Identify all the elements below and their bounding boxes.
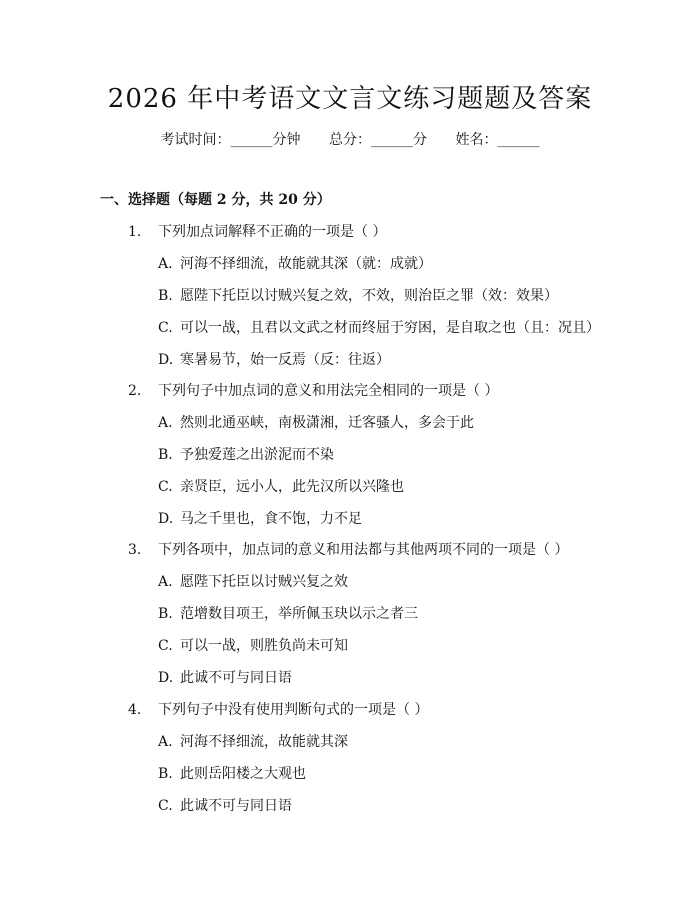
option-text: 予独爱莲之出淤泥而不染 (180, 447, 334, 463)
option-letter: A. (158, 415, 173, 431)
option-text: 可以一战，则胜负尚未可知 (180, 638, 348, 654)
option-letter: A. (158, 734, 173, 750)
option-3d (158, 668, 292, 688)
option-1d (158, 350, 390, 370)
question-text: 下列句子中没有使用判断句式的一项是（ ） (158, 702, 429, 718)
option-text: 范增数目项王，举所佩玉玦以示之者三 (180, 606, 418, 622)
option-letter: D. (158, 352, 174, 368)
option-letter: B. (158, 766, 173, 782)
question-number: 3. (128, 542, 142, 558)
option-text: 马之千里也，食不饱，力不足 (180, 511, 362, 527)
option-text: 亲贤臣，远小人，此先汉所以兴隆也 (180, 479, 404, 495)
question-number: 1. (128, 224, 142, 240)
exam-info (0, 130, 700, 150)
option-text: 河海不择细流，故能就其深（就：成就） (180, 256, 432, 272)
option-letter: A. (158, 256, 173, 272)
question-text: 下列句子中加点词的意义和用法完全相同的一项是（ ） (158, 383, 499, 399)
option-text: 此诚不可与同日语 (180, 798, 292, 814)
option-3a (158, 572, 348, 592)
option-2d (158, 509, 362, 529)
option-letter: B. (158, 606, 173, 622)
option-4a (158, 732, 348, 752)
option-letter: C. (158, 638, 173, 654)
option-text: 可以一战，且君以文武之材而终屈于穷困，是自取之也（且：况且） (180, 320, 600, 336)
option-4c (158, 796, 292, 816)
option-text: 河海不择细流，故能就其深 (180, 734, 348, 750)
option-2c (158, 477, 404, 497)
name-field: 姓名：______ (455, 132, 540, 148)
total-score-field: 总分：______分 (329, 132, 427, 148)
question-2 (128, 381, 498, 401)
option-letter: A. (158, 574, 173, 590)
exam-time-field: 考试时间：______分钟 (160, 132, 301, 148)
option-2b (158, 445, 334, 465)
page-title: 2026 年中考语文文言文练习题题及答案 (107, 84, 593, 114)
option-2a (158, 413, 474, 433)
option-3b (158, 604, 418, 624)
option-text: 愿陛下托臣以讨贼兴复之效 (180, 574, 348, 590)
option-letter: C. (158, 798, 173, 814)
question-4 (128, 700, 428, 720)
question-1 (128, 222, 386, 242)
section-heading: 一、选择题（每题 2 分，共 20 分） (100, 192, 331, 208)
question-text: 下列各项中，加点词的意义和用法都与其他两项不同的一项是（ ） (158, 542, 569, 558)
option-letter: B. (158, 288, 173, 304)
option-text: 此则岳阳楼之大观也 (180, 766, 306, 782)
option-letter: D. (158, 670, 174, 686)
option-text: 此诚不可与同日语 (180, 670, 292, 686)
option-1a (158, 254, 432, 274)
option-letter: D. (158, 511, 174, 527)
option-4b (158, 764, 306, 784)
question-text: 下列加点词解释不正确的一项是（ ） (158, 224, 387, 240)
question-number: 2. (128, 383, 142, 399)
option-text: 然则北通巫峡，南极潇湘，迁客骚人，多会于此 (180, 415, 474, 431)
option-1b (158, 286, 558, 306)
question-3 (128, 540, 568, 560)
option-text: 寒暑易节，始一反焉（反：往返） (180, 352, 390, 368)
option-letter: C. (158, 320, 173, 336)
option-1c (158, 318, 600, 338)
option-text: 愿陛下托臣以讨贼兴复之效，不效，则治臣之罪（效：效果） (180, 288, 558, 304)
question-number: 4. (128, 702, 142, 718)
option-letter: C. (158, 479, 173, 495)
option-3c (158, 636, 348, 656)
option-letter: B. (158, 447, 173, 463)
